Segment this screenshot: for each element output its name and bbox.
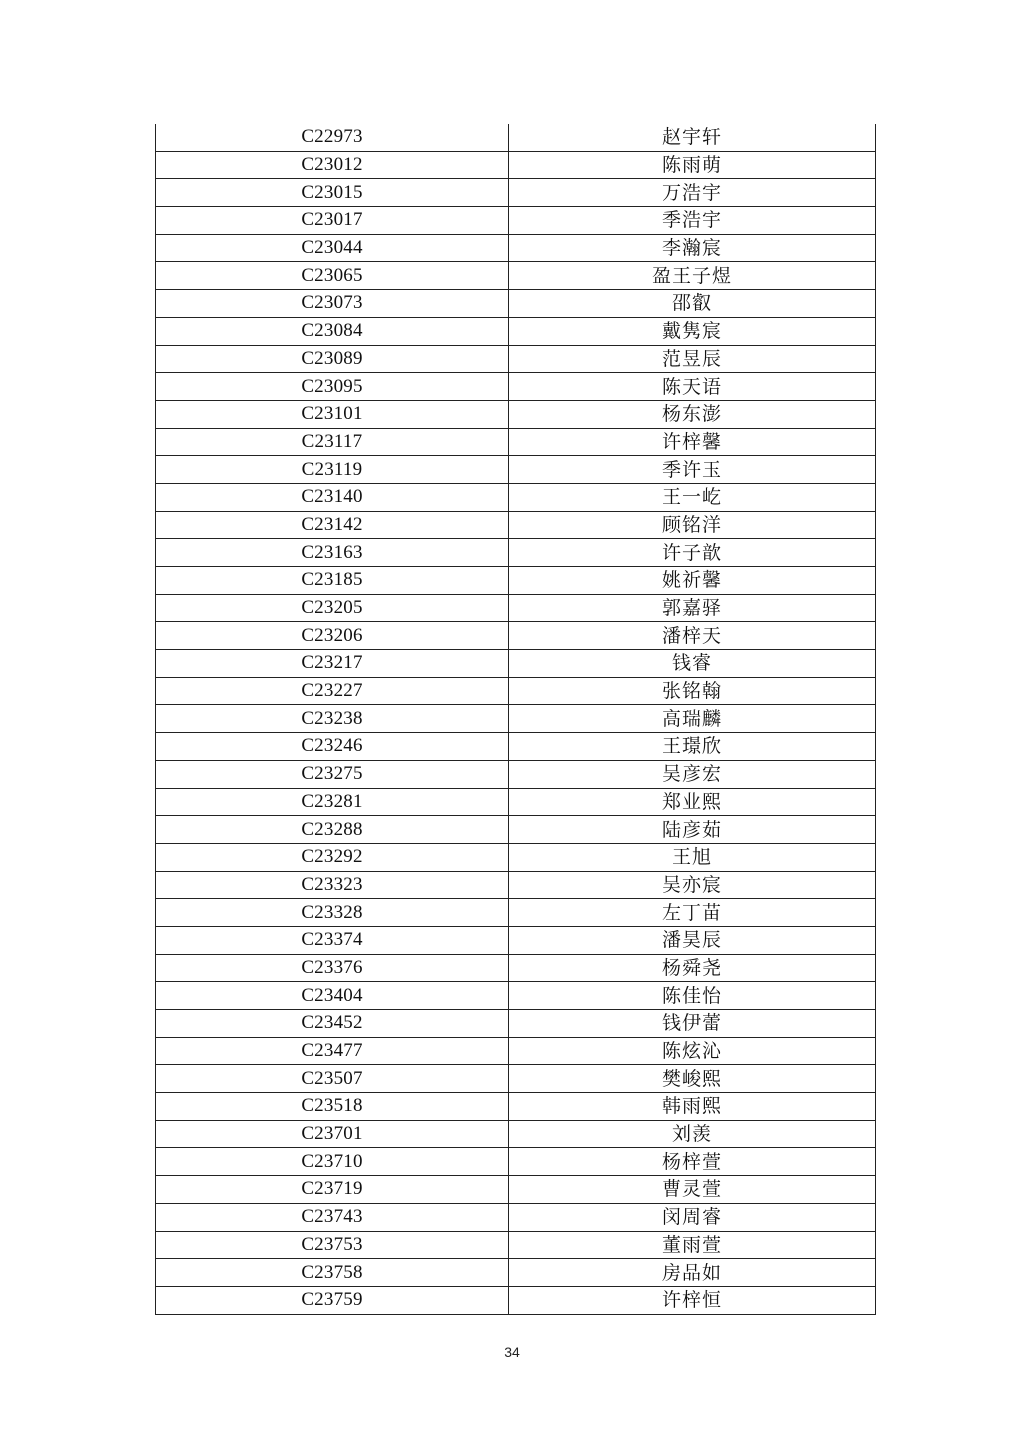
candidate-id-cell: C23163 xyxy=(156,539,509,567)
table-row xyxy=(156,1231,876,1259)
candidate-id-cell: C23101 xyxy=(156,400,509,428)
candidate-name-cell: 赵宇轩 xyxy=(509,124,876,151)
candidate-name-cell: 万浩宇 xyxy=(509,179,876,207)
candidate-name-cell: 顾铭洋 xyxy=(509,511,876,539)
roster-table xyxy=(155,124,876,1315)
candidate-id-cell: C23119 xyxy=(156,456,509,484)
table-row xyxy=(156,1065,876,1093)
table-row xyxy=(156,290,876,318)
table-row xyxy=(156,926,876,954)
candidate-name-cell: 韩雨熙 xyxy=(509,1093,876,1121)
candidate-name-cell: 陈佳怡 xyxy=(509,982,876,1010)
table-row xyxy=(156,871,876,899)
candidate-name-cell: 吴亦宸 xyxy=(509,871,876,899)
table-row xyxy=(156,1286,876,1314)
candidate-name-cell: 许梓恒 xyxy=(509,1286,876,1314)
table-row xyxy=(156,1093,876,1121)
candidate-name-cell: 王旭 xyxy=(509,843,876,871)
candidate-name-cell: 潘梓天 xyxy=(509,622,876,650)
table-row xyxy=(156,207,876,235)
candidate-name-cell: 盈王子煜 xyxy=(509,262,876,290)
table-row xyxy=(156,1037,876,1065)
candidate-name-cell: 钱睿 xyxy=(509,650,876,678)
table-row xyxy=(156,373,876,401)
candidate-id-cell: C23374 xyxy=(156,926,509,954)
candidate-name-cell: 刘羡 xyxy=(509,1120,876,1148)
candidate-id-cell: C23404 xyxy=(156,982,509,1010)
candidate-id-cell: C23758 xyxy=(156,1259,509,1287)
candidate-id-cell: C23328 xyxy=(156,899,509,927)
candidate-name-cell: 李瀚宸 xyxy=(509,234,876,262)
candidate-name-cell: 董雨萱 xyxy=(509,1231,876,1259)
candidate-name-cell: 戴隽宸 xyxy=(509,317,876,345)
table-row xyxy=(156,456,876,484)
table-row xyxy=(156,705,876,733)
candidate-name-cell: 左丁苗 xyxy=(509,899,876,927)
candidate-id-cell: C23743 xyxy=(156,1203,509,1231)
table-row xyxy=(156,760,876,788)
table-row xyxy=(156,788,876,816)
candidate-id-cell: C23142 xyxy=(156,511,509,539)
candidate-name-cell: 郭嘉驿 xyxy=(509,594,876,622)
table-row xyxy=(156,1176,876,1204)
candidate-id-cell: C23140 xyxy=(156,483,509,511)
candidate-id-cell: C23323 xyxy=(156,871,509,899)
candidate-name-cell: 曹灵萱 xyxy=(509,1176,876,1204)
candidate-name-cell: 季许玉 xyxy=(509,456,876,484)
table-row xyxy=(156,1203,876,1231)
candidate-id-cell: C23246 xyxy=(156,733,509,761)
candidate-name-cell: 樊峻熙 xyxy=(509,1065,876,1093)
candidate-id-cell: C23217 xyxy=(156,650,509,678)
candidate-id-cell: C23206 xyxy=(156,622,509,650)
candidate-id-cell: C23084 xyxy=(156,317,509,345)
table-row xyxy=(156,317,876,345)
candidate-id-cell: C23205 xyxy=(156,594,509,622)
candidate-id-cell: C23701 xyxy=(156,1120,509,1148)
candidate-name-cell: 陈天语 xyxy=(509,373,876,401)
candidate-name-cell: 范昱辰 xyxy=(509,345,876,373)
candidate-name-cell: 王璟欣 xyxy=(509,733,876,761)
table-row xyxy=(156,954,876,982)
candidate-id-cell: C23012 xyxy=(156,151,509,179)
candidate-name-cell: 陈雨萌 xyxy=(509,151,876,179)
candidate-id-cell: C23044 xyxy=(156,234,509,262)
candidate-name-cell: 邵叡 xyxy=(509,290,876,318)
candidate-id-cell: C23719 xyxy=(156,1176,509,1204)
candidate-name-cell: 杨梓萱 xyxy=(509,1148,876,1176)
table-row xyxy=(156,179,876,207)
table-row xyxy=(156,650,876,678)
candidate-id-cell: C23288 xyxy=(156,816,509,844)
roster-table-body xyxy=(156,124,876,1314)
candidate-id-cell: C23452 xyxy=(156,1010,509,1038)
table-row xyxy=(156,567,876,595)
candidate-name-cell: 季浩宇 xyxy=(509,207,876,235)
table-row xyxy=(156,400,876,428)
candidate-id-cell: C22973 xyxy=(156,124,509,151)
candidate-id-cell: C23238 xyxy=(156,705,509,733)
candidate-name-cell: 闵周睿 xyxy=(509,1203,876,1231)
candidate-id-cell: C23017 xyxy=(156,207,509,235)
candidate-name-cell: 许子歆 xyxy=(509,539,876,567)
candidate-id-cell: C23507 xyxy=(156,1065,509,1093)
table-row xyxy=(156,899,876,927)
candidate-name-cell: 张铭翰 xyxy=(509,677,876,705)
candidate-name-cell: 钱伊蕾 xyxy=(509,1010,876,1038)
candidate-name-cell: 高瑞麟 xyxy=(509,705,876,733)
table-row xyxy=(156,539,876,567)
candidate-id-cell: C23065 xyxy=(156,262,509,290)
candidate-name-cell: 许梓馨 xyxy=(509,428,876,456)
candidate-name-cell: 房品如 xyxy=(509,1259,876,1287)
table-row xyxy=(156,1010,876,1038)
table-row xyxy=(156,816,876,844)
roster-table-container xyxy=(155,124,875,1315)
candidate-id-cell: C23089 xyxy=(156,345,509,373)
candidate-id-cell: C23275 xyxy=(156,760,509,788)
table-row xyxy=(156,1259,876,1287)
candidate-id-cell: C23117 xyxy=(156,428,509,456)
table-row xyxy=(156,262,876,290)
candidate-name-cell: 郑业熙 xyxy=(509,788,876,816)
candidate-name-cell: 王一屹 xyxy=(509,483,876,511)
table-row xyxy=(156,594,876,622)
table-row xyxy=(156,1148,876,1176)
candidate-id-cell: C23185 xyxy=(156,567,509,595)
candidate-id-cell: C23759 xyxy=(156,1286,509,1314)
candidate-name-cell: 陈炫沁 xyxy=(509,1037,876,1065)
table-row xyxy=(156,1120,876,1148)
candidate-id-cell: C23518 xyxy=(156,1093,509,1121)
candidate-id-cell: C23376 xyxy=(156,954,509,982)
candidate-id-cell: C23281 xyxy=(156,788,509,816)
table-row xyxy=(156,677,876,705)
table-row xyxy=(156,345,876,373)
candidate-id-cell: C23073 xyxy=(156,290,509,318)
candidate-name-cell: 姚祈馨 xyxy=(509,567,876,595)
table-row xyxy=(156,151,876,179)
table-row xyxy=(156,124,876,151)
table-row xyxy=(156,483,876,511)
candidate-name-cell: 陆彦茹 xyxy=(509,816,876,844)
candidate-id-cell: C23015 xyxy=(156,179,509,207)
table-row xyxy=(156,511,876,539)
candidate-name-cell: 杨舜尧 xyxy=(509,954,876,982)
candidate-id-cell: C23477 xyxy=(156,1037,509,1065)
candidate-id-cell: C23095 xyxy=(156,373,509,401)
candidate-id-cell: C23227 xyxy=(156,677,509,705)
table-row xyxy=(156,982,876,1010)
candidate-name-cell: 潘昊辰 xyxy=(509,926,876,954)
candidate-name-cell: 吴彦宏 xyxy=(509,760,876,788)
candidate-id-cell: C23753 xyxy=(156,1231,509,1259)
table-row xyxy=(156,843,876,871)
table-row xyxy=(156,428,876,456)
candidate-name-cell: 杨东澎 xyxy=(509,400,876,428)
page-number: 34 xyxy=(504,1344,520,1360)
table-row xyxy=(156,622,876,650)
table-row xyxy=(156,234,876,262)
table-row xyxy=(156,733,876,761)
candidate-id-cell: C23710 xyxy=(156,1148,509,1176)
candidate-id-cell: C23292 xyxy=(156,843,509,871)
